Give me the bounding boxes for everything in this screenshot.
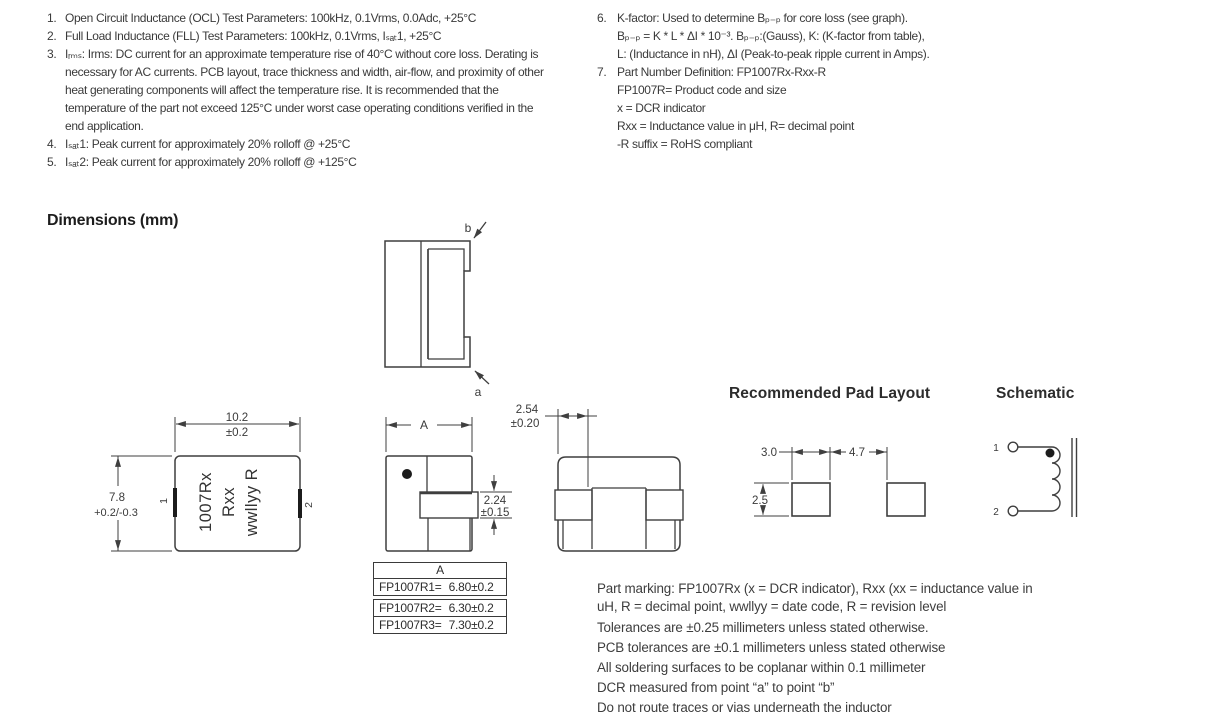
terminal-b-label: b (464, 221, 472, 235)
pad-1 (792, 483, 830, 516)
note-3 (47, 45, 544, 135)
note-text: Bₚ₋ₚ = K * L * ΔI * 10⁻³. Bₚ₋ₚ:(Gauss), K: (K-factor from table), (617, 29, 925, 43)
marking-view-drawing (94, 412, 315, 551)
table-row (374, 579, 506, 595)
a-dimension-table (373, 562, 507, 634)
footer-line: uH, R = decimal point, wwllyy = date code, R = revision level (597, 599, 947, 614)
part-number: FP1007R3= (379, 618, 442, 632)
part-marking-line1: 1007Rx (197, 472, 215, 532)
note-4 (47, 135, 544, 153)
terminal-dimension-tolerance: ±0.15 (480, 507, 510, 519)
pad-2 (887, 483, 925, 516)
note-text: Part Number Definition: FP1007Rx-Rxx-R (617, 65, 826, 79)
terminal-dimension-value: 2.24 (483, 495, 507, 507)
part-number: FP1007R1= (379, 580, 442, 594)
pin1-dot (402, 469, 412, 479)
note-number: 7. (597, 65, 607, 79)
footer-line: PCB tolerances are ±0.1 millimeters unless stated otherwise (597, 640, 946, 655)
part-marking-line2: Rxx (220, 487, 238, 517)
pad-layout-heading: Recommended Pad Layout (729, 385, 931, 402)
footer-line: Tolerances are ±0.25 millimeters unless stated otherwise. (597, 620, 929, 635)
footer-notes (597, 580, 1033, 718)
a-dimension-label: A (419, 418, 429, 432)
note-7 (597, 63, 929, 153)
notes-right-column (597, 9, 929, 153)
note-text: L: (Inductance in nH), ΔI (Peak-to-peak ripple current in Amps). (617, 47, 930, 61)
note-text: end application. (65, 119, 144, 133)
pad-gap-dimension: 4.7 (849, 447, 865, 459)
pin-2-label: 2 (303, 502, 315, 508)
width-dimension-tolerance: ±0.2 (225, 427, 249, 439)
note-text: Full Load Inductance (FLL) Test Parameters: 100kHz, 0.1Vrms, Iₛₐₜ1, +25°C (65, 29, 442, 43)
note-text: Iₛₐₜ1: Peak current for approximately 20% rolloff @ +25°C (65, 137, 351, 151)
schematic-pin1-label: 1 (993, 443, 999, 454)
note-text: Iₛₐₜ2: Peak current for approximately 20% rolloff @ +125°C (65, 155, 357, 169)
pad-height-dimension: 2.5 (752, 495, 768, 507)
note-text: x = DCR indicator (617, 101, 706, 115)
note-5 (47, 153, 544, 171)
terminal-1-circle (1008, 442, 1018, 452)
terminal-a-leader (475, 371, 489, 384)
lead-dimension-value: 2.54 (515, 404, 539, 416)
part-marking-line3: wwllyy R (243, 467, 261, 537)
width-dimension-value: 10.2 (225, 412, 249, 424)
table-header-a: A (374, 563, 506, 579)
schematic-pin2-label: 2 (993, 507, 999, 518)
lead-dimension-tolerance: ±0.20 (510, 418, 540, 430)
inductor-coil (1052, 447, 1060, 511)
pad-layout-drawing (752, 447, 925, 516)
polarity-dot (1046, 449, 1055, 458)
note-number: 2. (47, 29, 57, 43)
note-text: -R suffix = RoHS compliant (617, 137, 753, 151)
note-2 (47, 27, 544, 45)
a-value: 7.30±0.2 (448, 618, 494, 632)
height-dimension-tolerance: +0.2/-0.3 (94, 507, 138, 519)
dimensions-heading: Dimensions (mm) (47, 212, 179, 229)
a-value: 6.80±0.2 (448, 580, 494, 594)
terminal-2-circle (1008, 506, 1018, 516)
terminal-a-label: a (474, 385, 482, 399)
note-text: FP1007R= Product code and size (617, 83, 787, 97)
note-text: K-factor: Used to determine Bₚ₋ₚ for core loss (see graph). (617, 11, 908, 25)
schematic-heading: Schematic (996, 385, 1075, 402)
footer-line: All soldering surfaces to be coplanar within 0.1 millimeter (597, 660, 926, 675)
note-number: 1. (47, 11, 57, 25)
part-number: FP1007R2= (379, 601, 442, 615)
note-number: 6. (597, 11, 607, 25)
pad-width-dimension: 3.0 (761, 447, 777, 459)
footer-line: Part marking: FP1007Rx (x = DCR indicator), Rxx (xx = inductance value in (597, 581, 1033, 596)
note-number: 5. (47, 155, 57, 169)
table-row (374, 616, 506, 633)
note-text: temperature of the part not exceed 125°C under worst case operating conditions verified in the (65, 101, 534, 115)
table-row (374, 600, 506, 616)
note-text: heat generating components will affect the temperature rise. It is recommended that the (65, 83, 499, 97)
footer-line: DCR measured from point “a” to point “b” (597, 680, 835, 695)
note-text: Iᵣₘₛ: Irms: DC current for an approximate temperature rise of 40°C without core loss. Derating is (65, 47, 539, 61)
note-text: necessary for AC currents. PCB layout, trace thickness and width, air-flow, and proximity of other (65, 65, 544, 79)
pin-1-label: 1 (158, 498, 170, 504)
schematic-drawing (993, 438, 1076, 518)
note-1 (47, 9, 544, 27)
note-number: 4. (47, 137, 57, 151)
notes-left-column (47, 9, 544, 171)
side-view-drawing (386, 417, 512, 551)
note-number: 3. (47, 47, 57, 61)
footer-line: Do not route traces or vias underneath the inductor (597, 700, 892, 715)
a-value: 6.30±0.2 (448, 601, 494, 615)
note-6 (597, 9, 929, 63)
front-view-drawing (511, 404, 683, 551)
top-view-drawing (385, 221, 489, 399)
note-text: Rxx = Inductance value in μH, R= decimal point (617, 119, 854, 133)
terminal-b-leader (474, 222, 486, 238)
height-dimension-value: 7.8 (109, 492, 125, 504)
note-text: Open Circuit Inductance (OCL) Test Parameters: 100kHz, 0.1Vrms, 0.0Adc, +25°C (65, 11, 477, 25)
core-lines (1072, 438, 1077, 517)
